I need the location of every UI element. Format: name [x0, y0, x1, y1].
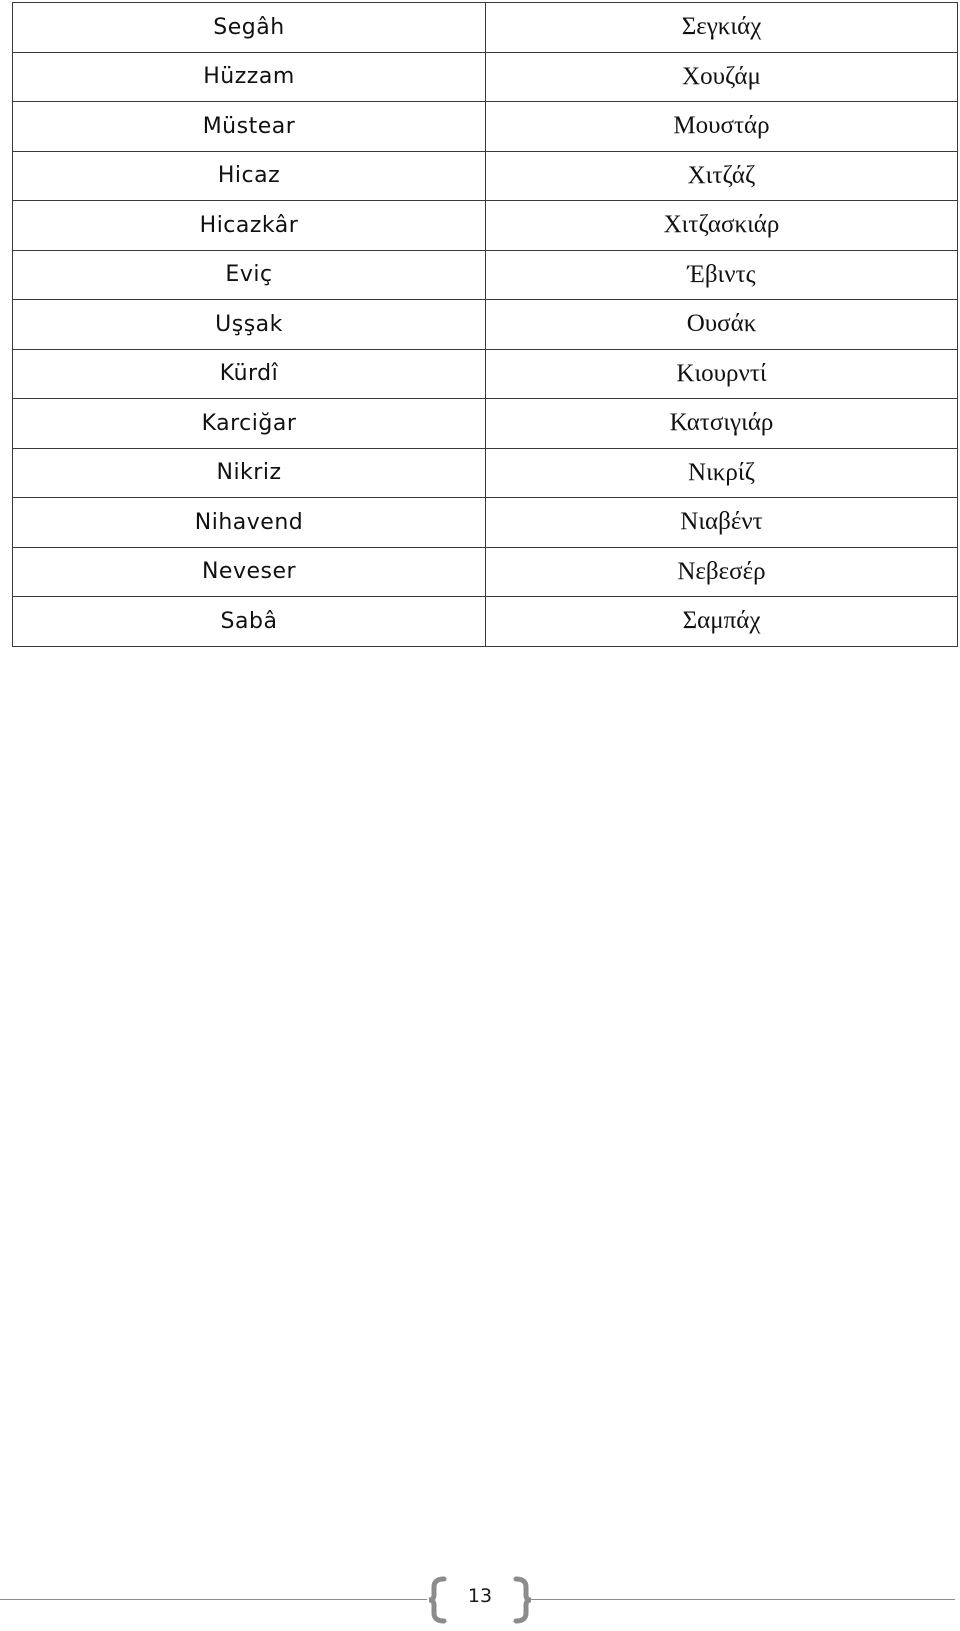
greek-name-cell: Έβιντς	[486, 250, 958, 300]
greek-name-cell: Μουστάρ	[486, 102, 958, 152]
turkish-name-cell: Neveser	[13, 547, 486, 597]
footer-rule-left	[0, 1599, 427, 1600]
turkish-name-cell: Eviç	[13, 250, 486, 300]
turkish-name-cell: Karciğar	[13, 399, 486, 449]
table-row	[13, 151, 958, 201]
greek-name-cell: Κατσιγιάρ	[486, 399, 958, 449]
footer-rule-right	[525, 1599, 955, 1600]
turkish-name-cell: Nikriz	[13, 448, 486, 498]
turkish-name-cell: Segâh	[13, 3, 486, 53]
greek-name-cell: Κιουρντί	[486, 349, 958, 399]
turkish-name-cell: Sabâ	[13, 597, 486, 647]
greek-name-cell: Χιτζασκιάρ	[486, 201, 958, 251]
table-row	[13, 448, 958, 498]
table-row	[13, 597, 958, 647]
turkish-name-cell: Hicazkâr	[13, 201, 486, 251]
table-row	[13, 102, 958, 152]
maqam-name-table	[12, 2, 958, 647]
page-number: 13	[467, 1585, 493, 1607]
table-row	[13, 349, 958, 399]
table-row	[13, 547, 958, 597]
greek-name-cell: Νικρίζ	[486, 448, 958, 498]
greek-name-cell: Νεβεσέρ	[486, 547, 958, 597]
turkish-name-cell: Hüzzam	[13, 52, 486, 102]
table-row	[13, 399, 958, 449]
turkish-name-cell: Nihavend	[13, 498, 486, 548]
table-row	[13, 52, 958, 102]
greek-name-cell: Χουζάμ	[486, 52, 958, 102]
greek-name-cell: Σεγκιάχ	[486, 3, 958, 53]
table-row	[13, 498, 958, 548]
table-row	[13, 300, 958, 350]
turkish-name-cell: Müstear	[13, 102, 486, 152]
page-footer	[0, 1575, 960, 1625]
table-row	[13, 3, 958, 53]
greek-name-cell: Νιαβέντ	[486, 498, 958, 548]
greek-name-cell: Χιτζάζ	[486, 151, 958, 201]
greek-name-cell: Ουσάκ	[486, 300, 958, 350]
turkish-name-cell: Hicaz	[13, 151, 486, 201]
table-row	[13, 250, 958, 300]
turkish-name-cell: Uşşak	[13, 300, 486, 350]
greek-name-cell: Σαμπάχ	[486, 597, 958, 647]
turkish-name-cell: Kürdî	[13, 349, 486, 399]
table-row	[13, 201, 958, 251]
